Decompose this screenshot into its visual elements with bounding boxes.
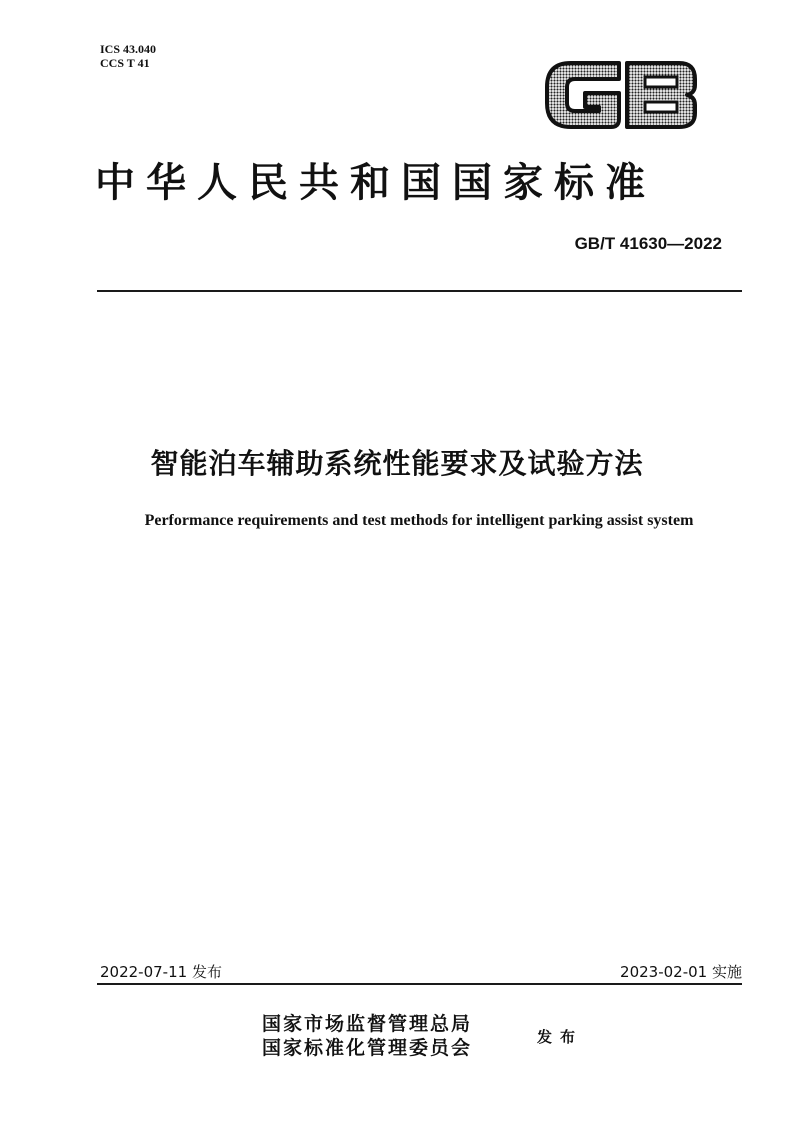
header-divider xyxy=(97,290,742,292)
issuer-sac: 国家标准化管理委员会 xyxy=(262,1037,473,1059)
document-title-chinese: 智能泊车辅助系统性能要求及试验方法 xyxy=(150,447,644,480)
implementation-date: 2023-02-01 实施 xyxy=(620,963,742,981)
classification-codes xyxy=(100,42,156,70)
document-title-english: Performance requirements and test methods for intelligent parking assist system xyxy=(144,512,694,529)
standard-type-heading: 中华人民共和国国家标准 xyxy=(95,160,656,206)
ics-code: ICS 43.040 xyxy=(100,42,157,56)
issuer-samr: 国家市场监督管理总局 xyxy=(262,1013,473,1035)
gb-logo xyxy=(541,55,701,135)
issuing-authorities xyxy=(262,1012,472,1060)
standard-number: GB/T 41630—2022 xyxy=(574,234,722,253)
footer-divider xyxy=(97,983,742,985)
publish-label: 发布 xyxy=(537,1028,584,1046)
ccs-code: CCS T 41 xyxy=(100,56,150,70)
issue-date: 2022-07-11 发布 xyxy=(100,963,222,981)
